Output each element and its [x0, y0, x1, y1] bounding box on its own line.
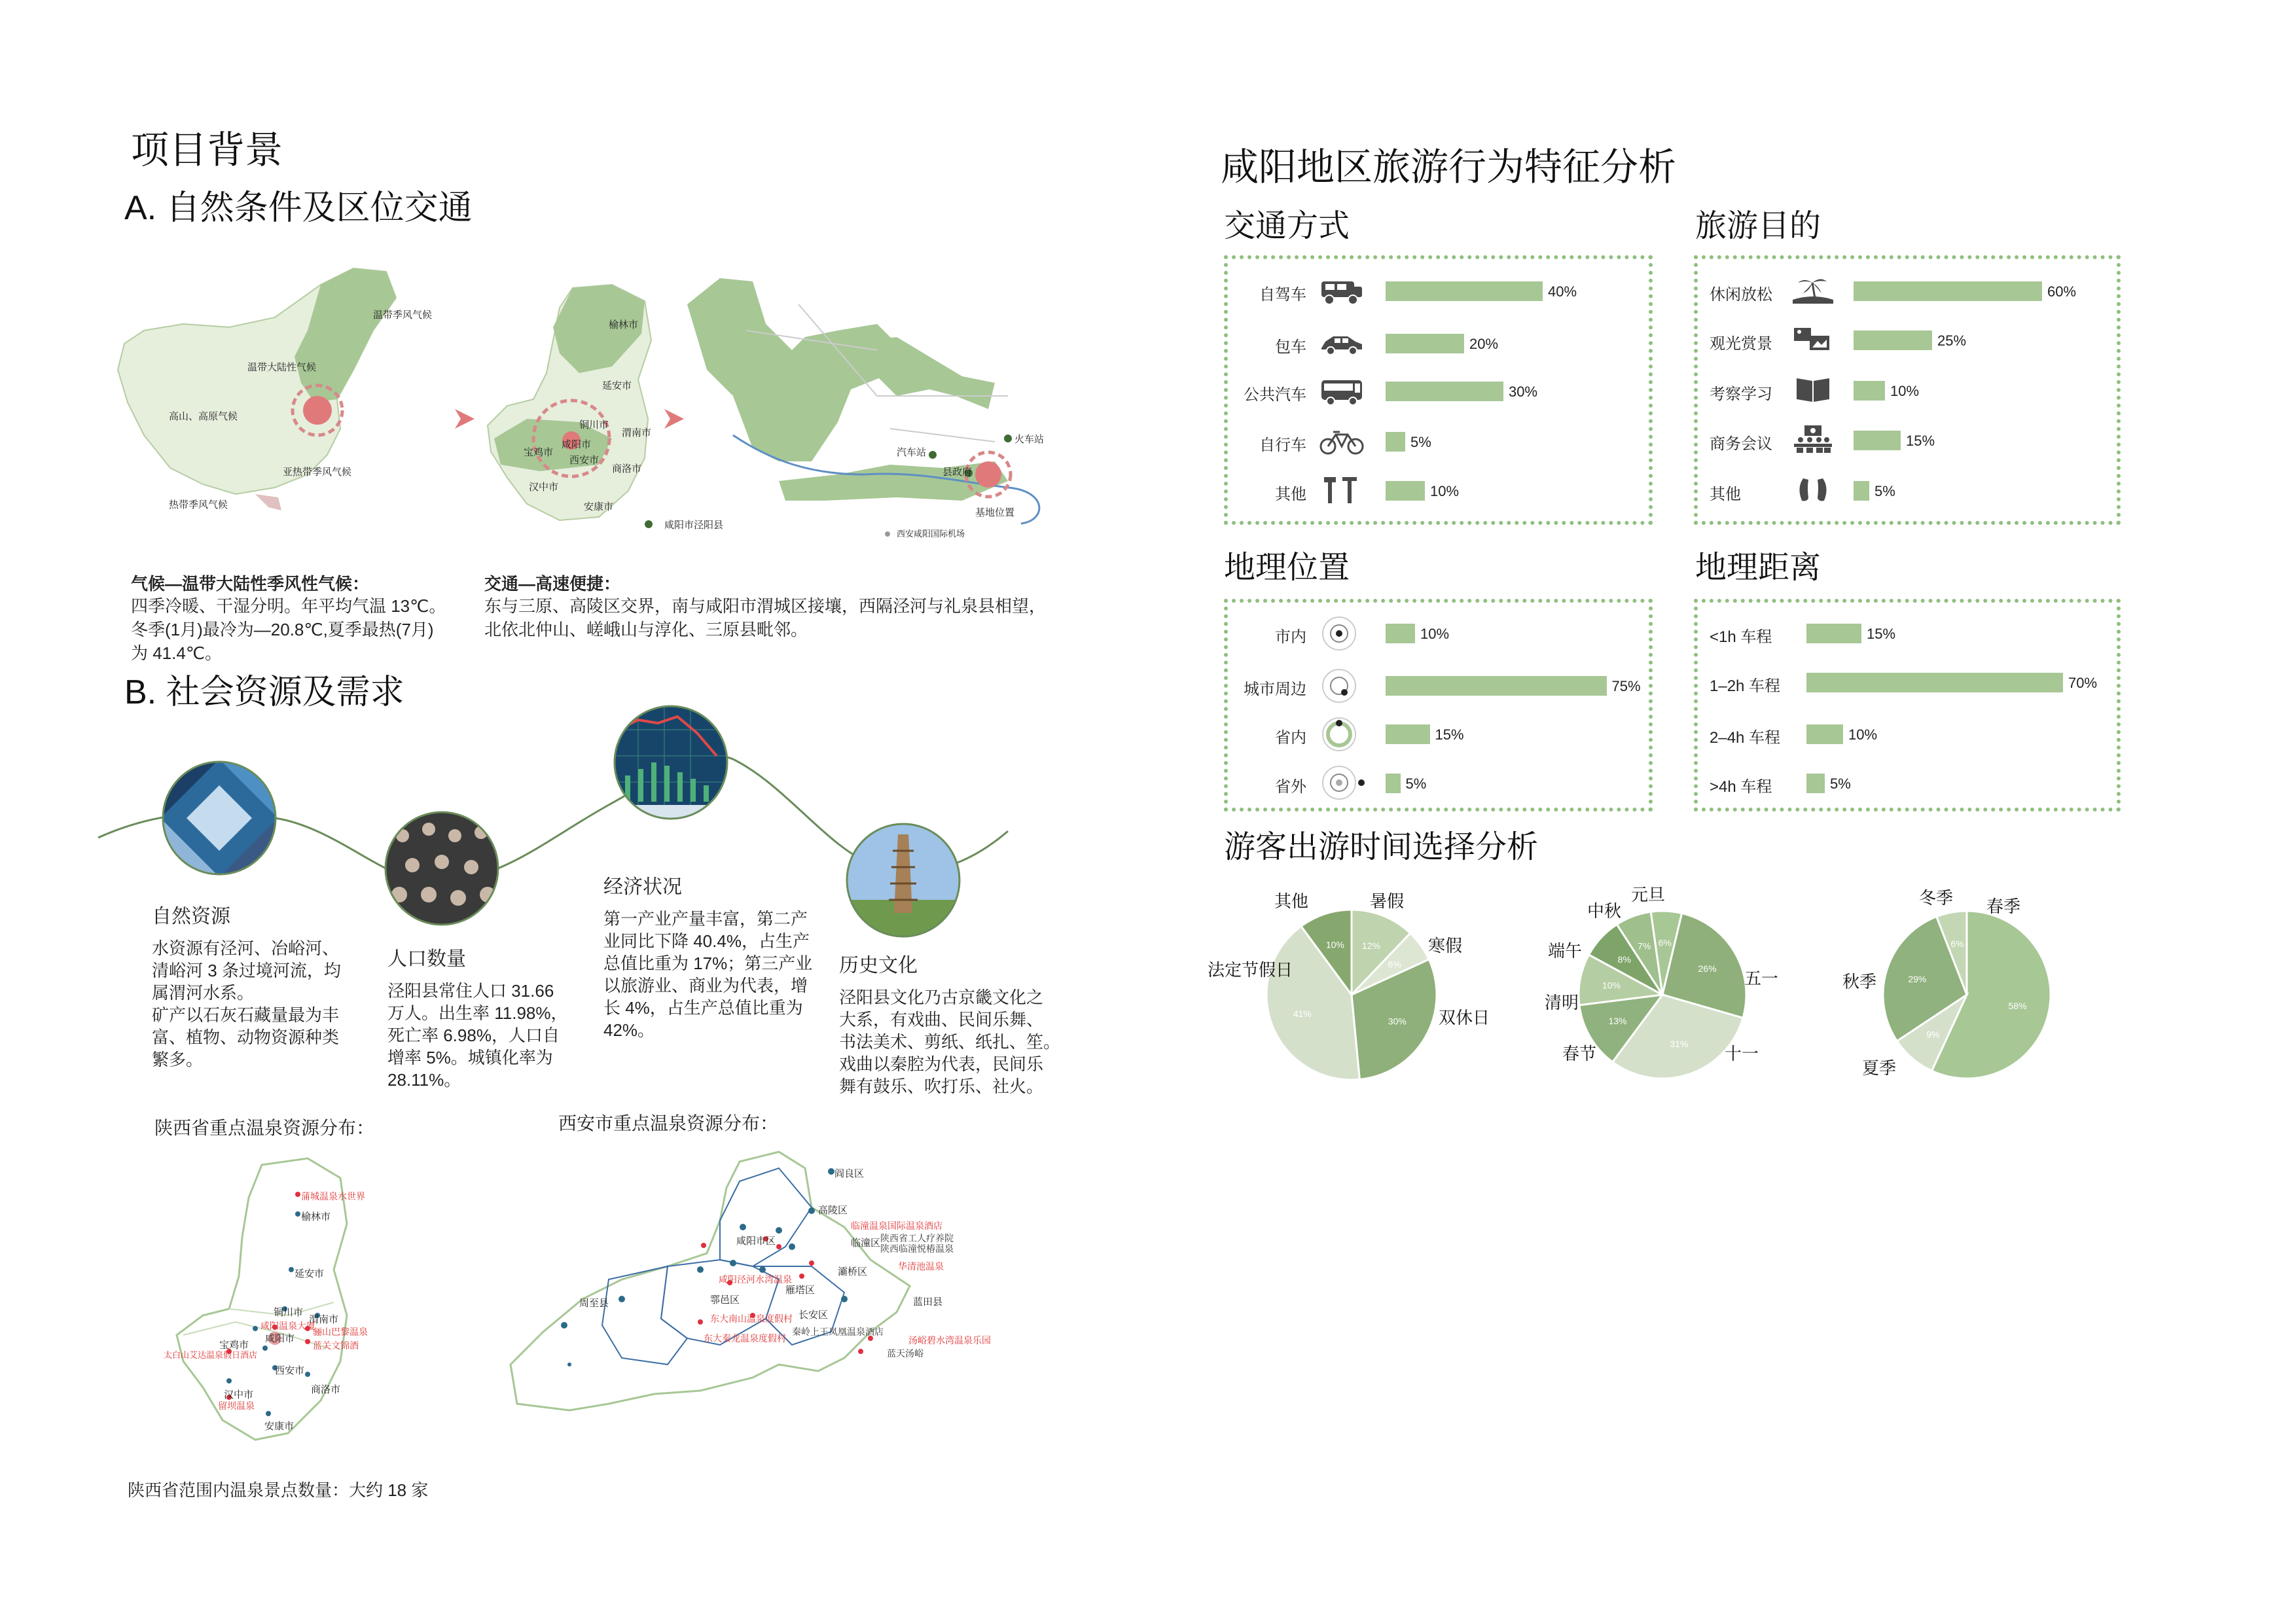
bar-label: 休闲放松 [1710, 286, 1772, 304]
purpose-value: 60% [2047, 283, 2077, 300]
tools-icon [1319, 474, 1365, 505]
resource-nature-title: 自然资源 [152, 906, 230, 927]
distance-bar [1806, 724, 1843, 744]
location-bar [1386, 624, 1415, 643]
map-label: 灞桥区 [838, 1266, 868, 1277]
legend-dot-icon [885, 531, 890, 537]
transport-title: 交通方式 [1224, 209, 1350, 243]
pie-label: 其他 [1274, 891, 1309, 911]
map-label: 宝鸡市 [524, 447, 554, 458]
map-label-red: 汤峪碧水湾温泉乐园 [908, 1335, 991, 1346]
map-label: 鄠邑区 [710, 1294, 740, 1306]
map-label: 渭南市 [309, 1314, 339, 1325]
map-label-red: 东大秦龙温泉度假村 [704, 1333, 786, 1344]
location-value: 15% [1435, 726, 1464, 743]
pie-label: 冬季 [1919, 888, 1954, 908]
pie-value-label: 6% [1658, 937, 1672, 948]
pie-value-label: 13% [1608, 1016, 1627, 1027]
history-photo [844, 821, 962, 939]
pie-value-label: 30% [1388, 1016, 1407, 1027]
pie-festival-chart [1579, 911, 1746, 1079]
pie-label: 清明 [1545, 993, 1579, 1012]
map-label-red: 蓝关文锦酒 [313, 1340, 359, 1351]
transport-value: 20% [1469, 336, 1499, 352]
map-label: 安康市 [264, 1421, 295, 1432]
location-bar [1386, 724, 1430, 744]
pie-label: 夏季 [1862, 1058, 1897, 1078]
map-label: 宝鸡市 [219, 1340, 249, 1351]
map-label: 咸阳市 [562, 439, 592, 450]
traffic-text: 东与三原、高陵区交界，南与咸阳市渭城区接壤，西隔泾河与礼泉县相望， 北依北仲山、嵯峨山与淳化、三原县毗邻。 [484, 596, 1047, 639]
map-label: 阎良区 [834, 1168, 865, 1179]
page-title-left: 项目背景 [131, 129, 283, 171]
map-legend: 咸阳市泾阳县 [664, 520, 724, 531]
transport-bar [1386, 382, 1503, 401]
map-label: 火车站 [1014, 434, 1045, 445]
purpose-value: 15% [1906, 433, 1935, 449]
map-label: 亚热带季风气候 [283, 467, 352, 478]
map-label-red: 东大南山温泉度假村 [710, 1313, 793, 1324]
map-label: 渭南市 [622, 427, 652, 438]
location-bar [1386, 676, 1607, 696]
map-label: 商洛市 [311, 1384, 341, 1395]
nature-photo [160, 759, 278, 877]
bar-label: 市内 [1275, 628, 1306, 646]
transport-bar [1386, 432, 1405, 452]
location-value: 10% [1420, 626, 1450, 642]
section-a-title: A. 自然条件及区位交通 [124, 189, 473, 227]
purpose-bar [1854, 431, 1901, 450]
bar-label: 1–2h 车程 [1710, 677, 1781, 695]
map-label: 高山、高原气候 [169, 411, 238, 422]
map-label: 基地位置 [975, 507, 1015, 518]
transport-bar [1386, 281, 1543, 301]
resource-history-title: 历史文化 [839, 955, 918, 976]
spring-map2-title: 西安市重点温泉资源分布： [558, 1113, 779, 1133]
bicycle-icon [1319, 427, 1365, 457]
book-icon [1790, 374, 1836, 404]
location-value: 5% [1405, 776, 1427, 792]
pie-label: 端午 [1548, 941, 1583, 961]
pie-season-chart [1883, 911, 2051, 1079]
transport-value: 10% [1430, 483, 1460, 499]
pie-label: 秋季 [1842, 972, 1877, 991]
target-center-icon [1321, 615, 1357, 652]
map-label: 汉中市 [529, 482, 559, 493]
pie-value-label: 6% [1950, 938, 1964, 949]
bar-label: 其他 [1275, 486, 1306, 503]
suv-icon [1319, 276, 1365, 306]
population-photo [383, 810, 501, 927]
purpose-title: 旅游目的 [1695, 209, 1821, 243]
pie-value-label: 8% [1617, 954, 1631, 965]
target-ring-icon [1321, 716, 1357, 753]
purpose-bar [1854, 381, 1885, 401]
location-title: 地理位置 [1224, 550, 1350, 585]
distance-value: 15% [1867, 626, 1896, 642]
pie-value-label: 10% [1602, 980, 1621, 991]
map-label: 铜川市 [579, 419, 609, 431]
map-label: 延安市 [602, 380, 632, 391]
pie-value-label: 7% [1638, 940, 1651, 952]
pie-label: 春季 [1986, 897, 2021, 916]
map-label: 榆林市 [609, 319, 639, 330]
pie-value-label: 12% [1361, 940, 1380, 952]
bar-label: 其他 [1710, 486, 1741, 503]
pie-label: 五一 [1744, 969, 1779, 988]
local-map [681, 265, 1047, 540]
purpose-value: 10% [1890, 383, 1920, 399]
spring-map1-title: 陕西省重点温泉资源分布： [154, 1118, 375, 1138]
map-label-red: 咸阳温泉大厦 [260, 1321, 315, 1331]
bar-label: >4h 车程 [1710, 778, 1772, 796]
pie-value-label: 29% [1908, 973, 1927, 984]
pie-label: 双休日 [1439, 1008, 1490, 1027]
distance-bar [1806, 673, 2063, 692]
pie-value-label: 26% [1698, 963, 1717, 974]
china-climate-map [105, 259, 419, 533]
distance-value: 70% [2068, 675, 2098, 691]
map-label: 长安区 [798, 1310, 829, 1321]
map-label-red: 太白山艾达温泉假日酒店 [164, 1350, 258, 1360]
map-label: 温带季风气候 [373, 310, 433, 321]
distance-title: 地理距离 [1695, 550, 1821, 585]
map-label-red: 留坝温泉 [218, 1400, 255, 1411]
climate-text: 四季冷暖、干湿分明。年平均气温 13℃。 冬季(1月)最冷为—20.8℃,夏季最热(7月) 为 41.4℃。 [131, 596, 446, 663]
car-icon [1319, 329, 1365, 359]
map-label: 延安市 [295, 1268, 325, 1279]
bar-label: 城市周边 [1244, 681, 1306, 698]
resource-economy-text: 第一产业产量丰富，第二产 业同比下降 40.4%，占生产 总值比重为 17%；第三产业 以旅游业、商业为代表，增 长 4%，占生产总值比重为 42%。 [603, 909, 813, 1040]
page-title-right: 咸阳地区旅游行为特征分析 [1221, 146, 1677, 188]
bar-label: 商务会议 [1710, 435, 1772, 453]
resource-population-title: 人口数量 [387, 948, 466, 970]
resource-history-text: 泾阳县文化乃古京畿文化之 大系，有戏曲、民间乐舞、 书法美术、剪纸、纸扎、笙。 戏曲以秦腔为代表，民间乐 舞有鼓乐、吹打乐、社火。 [839, 988, 1061, 1096]
pie-holiday-chart [1266, 910, 1437, 1080]
transport-value: 40% [1548, 283, 1577, 300]
resource-nature-text: 水资源有泾河、冶峪河、 清峪河 3 条过境河流，均 属渭河水系。 矿产以石灰石藏量最为丰 富、植物、动物资源种类 繁多。 [152, 938, 341, 1069]
map-label: 西安市 [569, 455, 600, 466]
map-label: 高陵区 [818, 1205, 848, 1216]
map-label: 咸阳市区 [736, 1236, 776, 1247]
section-b-title: B. 社会资源及需求 [124, 673, 404, 711]
bar-label: 考察学习 [1710, 385, 1772, 403]
bar-label: 包车 [1275, 338, 1306, 356]
pie-label: 中秋 [1587, 901, 1622, 921]
map-label-red: 华清池温泉 [898, 1261, 944, 1272]
economy-photo [612, 704, 730, 821]
map-label: 县政府 [942, 467, 973, 478]
time-analysis-title: 游客出游时间选择分析 [1224, 830, 1539, 865]
map-label: 陕西省工人疗养院 [880, 1233, 954, 1243]
map-label: 蓝田县 [913, 1296, 943, 1308]
pie-label: 元旦 [1631, 885, 1666, 904]
pie-value-label: 6% [1388, 959, 1401, 970]
pie-label: 春节 [1562, 1044, 1597, 1063]
traffic-title: 交通—高速便捷： [484, 574, 621, 594]
map-label: 秦岭上王凤凰温泉酒店 [792, 1327, 884, 1337]
map-label-red: 咸阳泾河水湾温泉 [719, 1274, 792, 1285]
transport-value: 30% [1509, 383, 1538, 400]
map-label-red: 骊山巴黎温泉 [313, 1327, 368, 1337]
beach-icon [1790, 275, 1836, 305]
pie-value-label: 9% [1926, 1029, 1940, 1040]
map-label: 咸阳市 [265, 1333, 295, 1344]
location-value: 75% [1611, 678, 1641, 694]
location-bar [1386, 774, 1401, 793]
map-label-red: 蒲城温泉水世界 [301, 1191, 365, 1202]
resource-economy-title: 经济状况 [603, 876, 682, 898]
purpose-value: 25% [1937, 332, 1967, 349]
pie-value-label: 58% [2008, 1000, 2027, 1011]
transport-value: 5% [1410, 434, 1431, 450]
map-label: 安康市 [584, 501, 614, 512]
arrow-icon [452, 406, 478, 432]
flippers-icon [1790, 474, 1836, 505]
pie-value-label: 31% [1670, 1039, 1689, 1050]
map-label: 临潼区 [851, 1238, 881, 1249]
spring-footnote: 陕西省范围内温泉景点数量：大约 18 家 [128, 1480, 429, 1500]
map-label: 蓝天汤峪 [887, 1348, 924, 1359]
map-label: 周至县 [579, 1298, 609, 1309]
climate-title: 气候—温带大陆性季风性气候： [131, 574, 370, 594]
bar-label: 自驾车 [1259, 286, 1306, 304]
bar-label: 公共汽车 [1244, 386, 1306, 404]
photo-icon [1790, 324, 1836, 354]
transport-bar [1386, 481, 1425, 501]
map-label: 榆林市 [301, 1211, 331, 1222]
map-label: 陕西临潼悦椿温泉 [880, 1243, 954, 1254]
bar-label: 省外 [1275, 778, 1306, 796]
map-label: 西安市 [275, 1365, 305, 1376]
transport-bar [1386, 334, 1464, 353]
purpose-value: 5% [1874, 483, 1895, 499]
bus-icon [1319, 376, 1365, 406]
pie-label: 寒假 [1428, 936, 1463, 955]
map-label: 汽车站 [897, 447, 927, 458]
target-outside-icon [1321, 764, 1367, 801]
bar-label: 观光赏景 [1710, 335, 1772, 353]
distance-bar [1806, 774, 1825, 793]
map-label: 温带大陆性气候 [247, 362, 317, 373]
purpose-bar [1854, 281, 2042, 301]
pie-label: 十一 [1725, 1044, 1759, 1063]
purpose-bar [1854, 330, 1932, 350]
bar-label: <1h 车程 [1710, 628, 1772, 646]
map-label: 铜川市 [274, 1307, 304, 1318]
map-label: 雁塔区 [785, 1285, 816, 1296]
pie-value-label: 10% [1325, 939, 1344, 950]
map-legend: 西安咸阳国际机场 [897, 529, 965, 539]
legend-dot-icon [645, 520, 653, 528]
map-label: 商洛市 [612, 463, 642, 474]
bar-label: 2–4h 车程 [1710, 729, 1781, 747]
pie-value-label: 41% [1293, 1008, 1312, 1019]
distance-bar [1806, 624, 1861, 643]
purpose-bar [1854, 481, 1869, 501]
meeting-icon [1790, 424, 1836, 454]
shaanxi-map [481, 275, 677, 537]
map-label: 汉中市 [224, 1389, 254, 1400]
map-label-red: 临潼温泉国际温泉酒店 [851, 1221, 942, 1231]
bar-label: 省内 [1275, 729, 1306, 747]
distance-value: 10% [1848, 726, 1878, 743]
distance-value: 5% [1830, 776, 1851, 792]
resource-population-text: 泾阳县常住人口 31.66 万人。出生率 11.98%， 死亡率 6.98%，人口自 增率 5%。城镇化率为 28.11%。 [387, 981, 568, 1090]
pie-label: 暑假 [1370, 891, 1405, 911]
target-near-icon [1321, 668, 1357, 704]
pie-label: 法定节假日 [1208, 960, 1293, 980]
bar-label: 自行车 [1259, 437, 1306, 454]
map-label: 热带季风气候 [169, 499, 228, 510]
